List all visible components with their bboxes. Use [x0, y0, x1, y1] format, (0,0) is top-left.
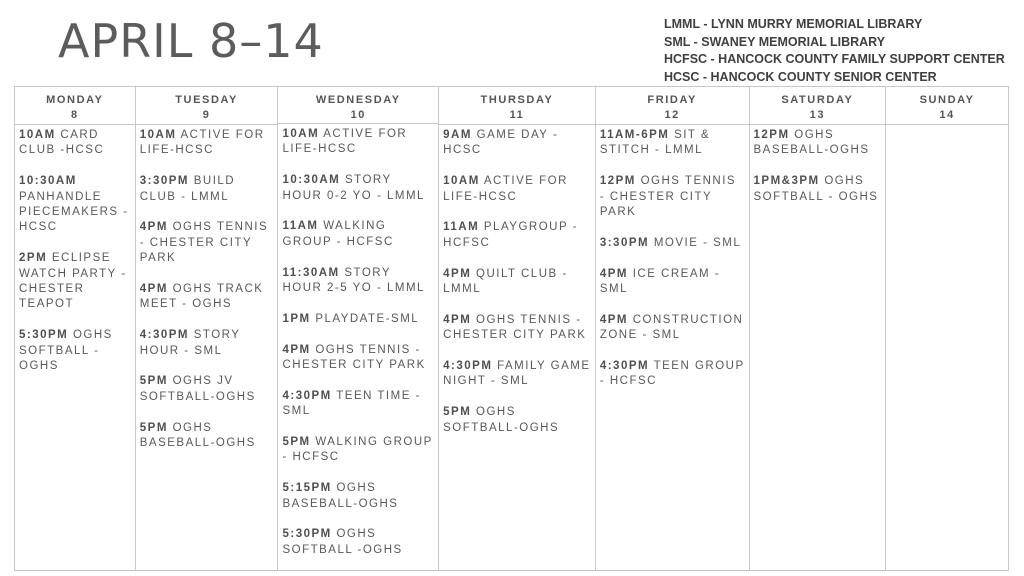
event-list	[886, 125, 1008, 128]
day-column-sunday	[886, 87, 1008, 570]
event-description: OGHS SOFTBALL -OGHS	[282, 528, 403, 556]
event-description: BUILD CLUB - LMML	[139, 175, 236, 203]
event-item	[443, 267, 591, 298]
legend-item-hcsc: HCSC - HANCOCK COUNTY SENIOR CENTER	[664, 69, 937, 84]
day-name: MONDAY	[46, 94, 104, 106]
day-header	[15, 87, 135, 125]
event-time: 12PM	[599, 175, 636, 188]
event-item	[140, 128, 274, 159]
event-list	[750, 125, 886, 220]
event-description: STORY HOUR 0-2 YO - LMML	[282, 174, 425, 202]
event-time: 2PM	[19, 252, 48, 265]
event-description: CARD CLUB -HCSC	[19, 129, 105, 157]
event-description: OGHS SOFTBALL - OGHS	[753, 175, 879, 203]
event-item	[282, 481, 434, 512]
event-time: 5PM	[139, 421, 168, 434]
event-description: CONSTRUCTION ZONE - SML	[599, 313, 744, 342]
event-list	[15, 125, 135, 390]
event-item	[600, 267, 745, 298]
event-item	[282, 389, 434, 420]
event-description: FAMILY GAME NIGHT - SML	[443, 360, 591, 388]
event-item	[140, 220, 274, 266]
event-description: OGHS BASEBALL-OGHS	[282, 482, 399, 510]
event-time: 1PM	[282, 312, 311, 325]
event-item	[443, 220, 591, 251]
event-item	[282, 343, 434, 374]
event-time: 10:30AM	[19, 175, 77, 188]
day-name: WEDNESDAY	[315, 94, 401, 106]
event-list	[136, 125, 278, 467]
day-date: 14	[939, 109, 955, 121]
event-time: 9AM	[443, 129, 472, 141]
event-description: ICE CREAM - SML	[599, 267, 721, 296]
day-column-tuesday	[136, 87, 279, 570]
day-header	[596, 87, 749, 125]
event-time: 10AM	[443, 175, 480, 188]
event-time: 4PM	[443, 313, 472, 326]
event-description: SIT & STITCH - LMML	[599, 129, 711, 157]
event-item	[140, 328, 274, 359]
day-header	[278, 87, 438, 124]
event-time: 5PM	[139, 375, 168, 388]
day-column-saturday	[750, 87, 887, 570]
event-description: PANHANDLE PIECEMAKERS -HCSC	[19, 190, 129, 234]
event-item	[600, 128, 745, 159]
event-description: OGHS BASEBALL-OGHS	[139, 421, 256, 450]
event-item	[754, 128, 882, 159]
event-time: 11:30AM	[282, 266, 340, 279]
event-time: 12PM	[753, 129, 790, 141]
event-time: 4PM	[139, 283, 168, 296]
legend-item-sml: SML - SWANEY MEMORIAL LIBRARY	[664, 34, 886, 49]
event-time: 4PM	[443, 267, 472, 280]
legend-item-lmml: LMML - LYNN MURRY MEMORIAL LIBRARY	[664, 17, 923, 31]
day-date: 12	[664, 109, 680, 121]
event-item	[282, 266, 434, 297]
event-time: 4:30PM	[443, 360, 493, 373]
day-header	[136, 87, 278, 125]
event-time: 11AM	[443, 221, 480, 234]
event-description: OGHS SOFTBALL-OGHS	[443, 406, 560, 434]
event-description: ACTIVE FOR LIFE-HCSC	[443, 175, 568, 203]
event-time: 4PM	[599, 313, 628, 326]
event-item	[282, 312, 434, 327]
event-description: OGHS TENNIS - CHESTER CITY PARK	[282, 343, 426, 372]
event-item	[600, 313, 745, 344]
legend-item-hcfsc: HCFSC - HANCOCK COUNTY FAMILY SUPPORT CENTER	[664, 52, 1005, 66]
day-column-friday	[596, 87, 750, 570]
day-date: 8	[71, 109, 79, 121]
event-description: GAME DAY - HCSC	[443, 129, 559, 157]
event-description: OGHS JV SOFTBALL-OGHS	[139, 375, 256, 403]
event-item	[140, 421, 274, 452]
event-time: 4PM	[282, 343, 311, 356]
event-description: TEEN GROUP - HCFSC	[599, 360, 745, 388]
event-item	[443, 359, 591, 390]
event-list	[278, 124, 438, 574]
event-time: 5:30PM	[282, 528, 332, 541]
event-description: TEEN TIME - SML	[282, 389, 421, 418]
event-list	[439, 125, 595, 451]
event-item	[754, 174, 882, 205]
event-description: PLAYDATE-SML	[315, 312, 420, 325]
event-item	[140, 174, 274, 205]
event-item	[282, 219, 434, 250]
event-item	[19, 328, 131, 374]
event-list	[596, 125, 749, 405]
event-time: 1PM&3PM	[753, 175, 820, 188]
day-date: 11	[509, 109, 525, 121]
event-description: OGHS TRACK MEET - OGHS	[139, 283, 264, 311]
event-time: 10AM	[19, 129, 56, 141]
day-header	[886, 87, 1008, 125]
event-description: STORY HOUR - SML	[139, 329, 241, 357]
day-header	[439, 87, 595, 125]
event-time: 3:30PM	[139, 175, 190, 188]
event-description: ECLIPSE WATCH PARTY - CHESTER TEAPOT	[19, 252, 127, 311]
day-header	[750, 87, 886, 125]
day-column-monday	[15, 87, 136, 570]
event-time: 4:30PM	[139, 329, 190, 342]
event-item	[282, 527, 434, 558]
day-name: SATURDAY	[781, 94, 854, 106]
day-name: TUESDAY	[175, 94, 238, 106]
event-item	[443, 405, 591, 436]
event-description: OGHS TENNIS - CHESTER CITY PARK	[139, 221, 269, 265]
day-column-thursday	[439, 87, 596, 570]
page-title: APRIL 8–14	[58, 14, 324, 68]
day-name: THURSDAY	[480, 94, 554, 106]
event-item	[19, 251, 131, 313]
event-description: STORY HOUR 2-5 YO - LMML	[282, 266, 425, 295]
event-time: 5PM	[282, 436, 311, 449]
event-time: 10AM	[282, 128, 320, 140]
event-item	[19, 128, 131, 159]
event-time: 5:15PM	[282, 482, 332, 495]
event-description: QUILT CLUB - LMML	[443, 267, 568, 296]
event-item	[282, 127, 434, 158]
event-description: MOVIE - SML	[653, 236, 742, 249]
event-item	[140, 282, 274, 313]
event-item	[140, 374, 274, 405]
event-time: 10:30AM	[282, 174, 341, 187]
event-description: OGHS BASEBALL-OGHS	[753, 129, 870, 157]
abbreviation-legend	[664, 16, 1005, 86]
event-time: 4PM	[599, 267, 628, 280]
event-time: 4:30PM	[282, 389, 332, 402]
event-item	[282, 435, 434, 466]
event-description: OGHS SOFTBALL - OGHS	[19, 329, 113, 373]
event-item	[443, 174, 591, 205]
event-item	[600, 236, 745, 251]
event-description: PLAYGROUP - HCFSC	[443, 221, 578, 249]
event-time: 4PM	[139, 221, 168, 234]
event-description: WALKING GROUP - HCFSC	[282, 220, 394, 248]
day-name: SUNDAY	[919, 94, 975, 106]
event-item	[282, 173, 434, 204]
day-column-wednesday	[278, 87, 439, 570]
event-item	[600, 359, 745, 390]
event-time: 4:30PM	[599, 360, 650, 373]
event-description: OGHS TENNIS - CHESTER CITY PARK	[443, 313, 587, 342]
event-item	[443, 313, 591, 344]
event-description: ACTIVE FOR LIFE-HCSC	[282, 128, 408, 156]
event-time: 5:30PM	[19, 329, 69, 342]
event-time: 3:30PM	[599, 236, 650, 249]
event-item	[600, 174, 745, 220]
day-date: 9	[202, 109, 211, 121]
event-time: 5PM	[443, 406, 472, 419]
day-date: 10	[350, 109, 367, 121]
event-description: ACTIVE FOR LIFE-HCSC	[139, 129, 265, 157]
day-name: FRIDAY	[647, 94, 697, 106]
day-date: 13	[809, 109, 826, 121]
event-item	[19, 174, 131, 236]
event-time: 11AM	[282, 220, 319, 233]
event-time: 11AM-6PM	[599, 129, 670, 141]
event-description: OGHS TENNIS - CHESTER CITY PARK	[599, 175, 737, 219]
event-description: WALKING GROUP - HCFSC	[282, 436, 433, 464]
event-item	[443, 128, 591, 159]
event-time: 10AM	[139, 129, 177, 141]
weekly-calendar	[14, 86, 1009, 571]
